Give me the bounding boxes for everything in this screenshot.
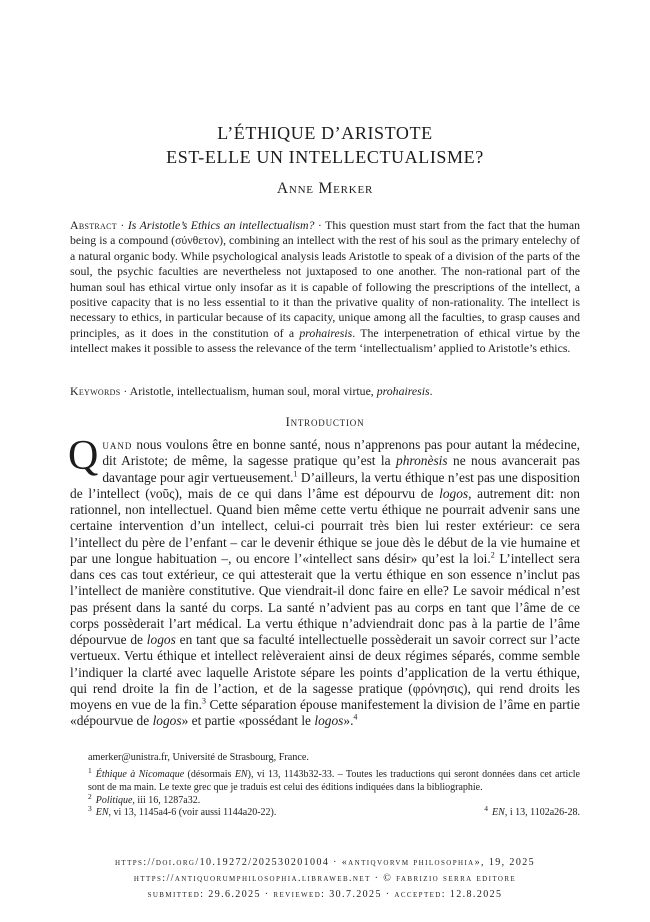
footer-website[interactable]: https://antiquorumphilosophia.libraweb.net · © fabrizio serra editore [133,873,517,884]
abstract [70,218,580,357]
keywords [70,384,580,399]
footnote-2-title: Politique [95,795,133,806]
article-title [0,121,650,169]
footnote-ref-2[interactable]: 2 [490,550,495,560]
footnote-1-text-b: ), vi 13, 1143b32-33. – Toutes les traductions qui seront données dans cet article sont de ma main. Le texte grec que je traduis est celui des éditions indiquées dans la bibliographie. [88,769,580,793]
footnote-3-en: EN [95,807,109,818]
footnote-3-text: , vi 13, 1145a4-6 (voir aussi 1144a20-22). [108,807,277,818]
body-p7: Cette séparation épouse manifestement la division de l’âme en partie «dépourvue de [70,697,580,729]
abstract-question: Is Aristotle’s Ethics an intellectualism? [127,218,315,232]
footer-dates: submitted: 29.6.2025 · reviewed: 30.7.2025 · accepted: 12.8.2025 [147,889,503,900]
footnote-2-text: , iii 16, 1287a32. [132,795,201,806]
footnote-4 [484,803,580,819]
body-phronesis: phronèsis [396,453,448,469]
footnote-1-text-a: (désormais [184,769,235,780]
drop-cap: Q [68,433,99,479]
footnote-4-text: , i 13, 1102a26-28. [504,807,580,818]
keywords-label: Keywords [70,384,121,398]
footnote-4-en: EN [492,807,505,818]
section-heading: Introduction [285,415,365,429]
body-logos-3: logos [152,713,182,729]
abstract-label: Abstract [70,218,117,232]
body-logos-4: logos [314,713,344,729]
footnote-4-number: 4 [484,803,489,813]
body-p6: en tant que sa faculté intellectuelle possèderait un savoir correct sur l’acte vertueux. Vertu éthique et intellect relèveraient ainsi de deux régimes séparés, comme semble l’indiquer la clarté avec laquelle Aristote sépare les points d’application de la vertu éthique, qui rend droite la fin de l’action, et de la sagesse pratique (φρόνησις), qui rend droits les moyens en vue de la fin. [70,632,580,712]
keywords-separator: · [120,384,130,398]
title-line-1: L’ÉTHIQUE D’ARISTOTE [217,123,433,143]
footnote-1-en: EN [234,769,248,780]
body-p3: D’ailleurs, la vertu éthique n’est pas une disposition de l’intellect (νοῦς), mais de ce qui dans l’âme est dépourvu de [70,469,580,501]
footnote-2-number: 2 [88,791,92,801]
author-affiliation: amerker@unistra.fr, Université de Strasbourg, France. [88,752,309,763]
first-word: uand [102,437,133,452]
body-p2: ne nous avancerait pas davantage pour agir vertueusement. [102,453,580,485]
footnote-1 [70,765,580,794]
abstract-separator: · [116,218,128,232]
footnote-ref-4[interactable]: 4 [353,712,358,722]
footer-doi[interactable]: https://doi.org/10.19272/202530201004 · «antiqvorvm philosophia», 19, 2025 [114,857,536,868]
abstract-text-b: . The interpenetration of ethical virtue by the intellect makes it possible to assess the relevance of the term ‘intellectualism’ applied to Aristotle’s ethics. [70,325,580,356]
body-p8: » et partie «possédant le [181,713,315,729]
footnote-3-number: 3 [88,803,92,813]
body-p4: , autrement dit: non rationnel, non intellectuel. Quand bien même cette vertu éthique ne pourrait advenir sans une certaine intervention d’un intellect, celui-ci pourrait très bien lui rester extérieur: ce sera l’intellect du père de l’enfant – car le devenir éthique se joue dès le début de la vie humaine et par une longue habituation –, ou encore l’«intellect sans désir» qu’est la loi. [70,485,581,566]
abstract-separator-2: · [314,218,326,232]
keywords-end: . [429,384,433,398]
title-line-2: EST-ELLE UN INTELLECTUALISME? [166,147,484,167]
abstract-prohairesis: prohairesis [299,325,353,340]
body-logos-1: logos [439,485,469,501]
body-p5: L’intellect sera dans ces cas tout extérieur, ce qui attesterait que la vertu éthique en son essence n’inclut pas l’intellect de manière constitutive. Que viendrait-il donc faire en elle? Le savoir médical n’est pas présent dans la santé du corps. La santé n’advient pas au corps en tant que l’âme de ce corps possèderait l’art médical. La vertu éthique n’adviendrait donc pas à la partie de l’âme dépourvue de [70,550,580,647]
footnote-3 [70,803,580,819]
body-p1: nous voulons être en bonne santé, nous n’apprenons pas pour autant la médecine, dit Aristote; de même, la sagesse pratique qu’est la [102,437,580,469]
author-name: Anne Merker [276,180,374,197]
footnote-1-number: 1 [88,765,92,775]
body-p9: ». [343,713,354,729]
keywords-text: Aristotle, intellectualism, human soul, moral virtue, [129,384,377,398]
body-logos-2: logos [146,632,176,647]
keywords-italic: prohairesis [376,384,430,398]
footnote-ref-3[interactable]: 3 [201,696,206,706]
footnote-1-title: Éthique à Nicomaque [95,769,185,780]
body-text [68,433,581,730]
footnote-ref-1[interactable]: 1 [293,469,298,479]
abstract-text-a: This question must start from the fact that the human being is a compound (σύνθετον), combining an intellect with the rest of his soul as the primary entelechy of a natural organic body. While psychological analysis leads Aristotle to speak of a division of the parts of the soul, the psychic faculties are nevertheless not juxtaposed to one another. The non-rational part of the human soul has ethical virtue only insofar as it is capable of following the prescriptions of the intellect, a positive capacity that is no less essential to it than the privative quality of non-rationality. The intellect is necessary to ethics, in particular because of its capacity, unique among all the faculties, to grasp causes and principles, as it does in the constitution of a [70,218,580,340]
